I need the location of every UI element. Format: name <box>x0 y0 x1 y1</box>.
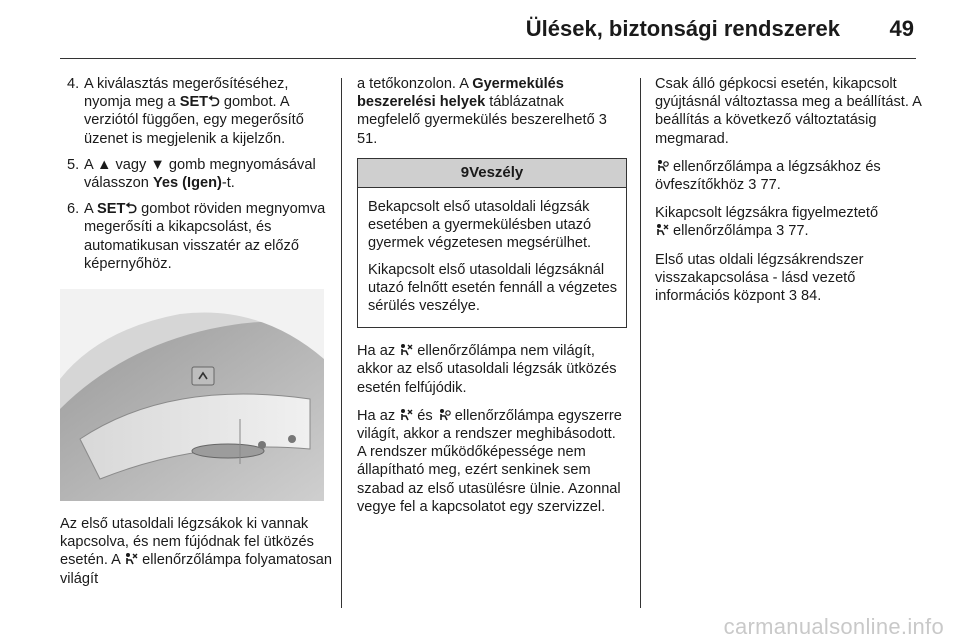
airbag-off-icon <box>399 343 413 357</box>
airbag-warning-icon <box>437 408 451 422</box>
column-2 <box>357 75 627 526</box>
return-arrow-icon: ⮌ <box>125 201 138 218</box>
paragraph: Csak álló gépkocsi esetén, kikapcsolt gyújtásnál változtassa meg a beállítást. A beállítás a következő változtatásig megmarad. <box>655 76 922 147</box>
roof-console-photo <box>60 289 324 501</box>
airbag-off-icon <box>655 223 669 237</box>
page-reference: 3 84. <box>788 288 822 305</box>
list-item: 6. A SET⮌ gombot röviden megnyomva megerősíti a kikapcsolást, és automatikusan visszatér az előző képernyőhöz. <box>67 201 326 272</box>
up-arrow-icon: ▲ <box>96 156 112 173</box>
warning-triangle-icon: 9 <box>460 163 470 181</box>
return-arrow-icon: ⮌ <box>208 94 220 111</box>
down-arrow-icon: ▼ <box>150 156 165 173</box>
caption: Az első utasoldali légzsákok ki vannak kapcsolva, és nem fújódnak fel ütközés esetén. A ellenőrzőlámpa folyamatosan világít <box>60 516 332 587</box>
airbag-off-icon <box>124 552 138 566</box>
warning-body: Bekapcsolt első utasoldali légzsák esetében a gyermekülésben utazó gyermek végzetesen megsérülhet. Kikapcsolt első utasoldali légzsáknál utazó felnőtt esetén fennáll a végzetes sérülés veszélye. <box>368 199 618 315</box>
roof-console-illustration <box>60 289 324 501</box>
paragraph: Első utas oldali légzsákrendszer visszakapcsolása - lásd vezető információs központ 3 84. <box>655 251 864 305</box>
page-reference: 3 51. <box>357 112 607 147</box>
column-divider-2 <box>640 78 641 608</box>
table-reference: Gyermekülés beszerelési helyek <box>357 76 564 111</box>
page-title: Ülések, biztonsági rendszerek <box>525 16 840 41</box>
warning-box <box>357 158 627 328</box>
set-key-label: SET <box>179 94 209 111</box>
set-key-label: SET <box>96 201 126 218</box>
watermark: carmanualsonline.info <box>723 614 944 639</box>
page-number: 49 <box>889 16 914 41</box>
steps-list <box>60 75 332 273</box>
column-3 <box>655 75 925 315</box>
paragraph: a tetőkonzolon. A Gyermekülés beszerelési helyek táblázatnak megfelelő gyermekülés beszerelhető 3 51. <box>357 76 607 147</box>
list-item: 5. A ▲ vagy ▼ gomb megnyomásával válasszon Yes (Igen)-t. <box>67 156 316 192</box>
step-number: 4. <box>67 76 80 92</box>
step-number: 5. <box>67 156 80 173</box>
page-reference: 3 77. <box>748 177 781 194</box>
paragraph: Ha az ellenőrzőlámpa nem világít, akkor az első utasoldali légzsák ütközés esetén felfújódik. <box>357 343 617 396</box>
airbag-off-icon <box>399 408 413 422</box>
step-number: 6. <box>67 201 80 218</box>
column-divider-1 <box>341 78 342 608</box>
warning-header <box>358 159 626 188</box>
list-item: 4. A kiválasztás megerősítéséhez, nyomja meg a SET⮌ gombot. A verziótól függően, egy megerősítő üzenet is megjelenik a kijelzőn. <box>67 76 304 147</box>
warning-title: Veszély <box>469 163 524 181</box>
airbag-warning-icon <box>655 159 669 173</box>
paragraph: Kikapcsolt légzsákra figyelmeztető ellenőrzőlámpa 3 77. <box>655 205 879 240</box>
paragraph: ellenőrzőlámpa a légzsákhoz és övfeszítőkhöz 3 77. <box>655 158 881 194</box>
column-1 <box>60 75 332 598</box>
page-reference: 3 77. <box>776 223 809 240</box>
header-divider <box>60 58 916 59</box>
paragraph: Ha az és ellenőrzőlámpa egyszerre világít, akkor a rendszer meghibásodott. A rendszer működőképessége nem állapítható meg, ezért senkinek sem szabad az első utasülésre ülnie. Azonnal vegye fel a kapcsolatot egy szervizzel. <box>357 407 622 515</box>
